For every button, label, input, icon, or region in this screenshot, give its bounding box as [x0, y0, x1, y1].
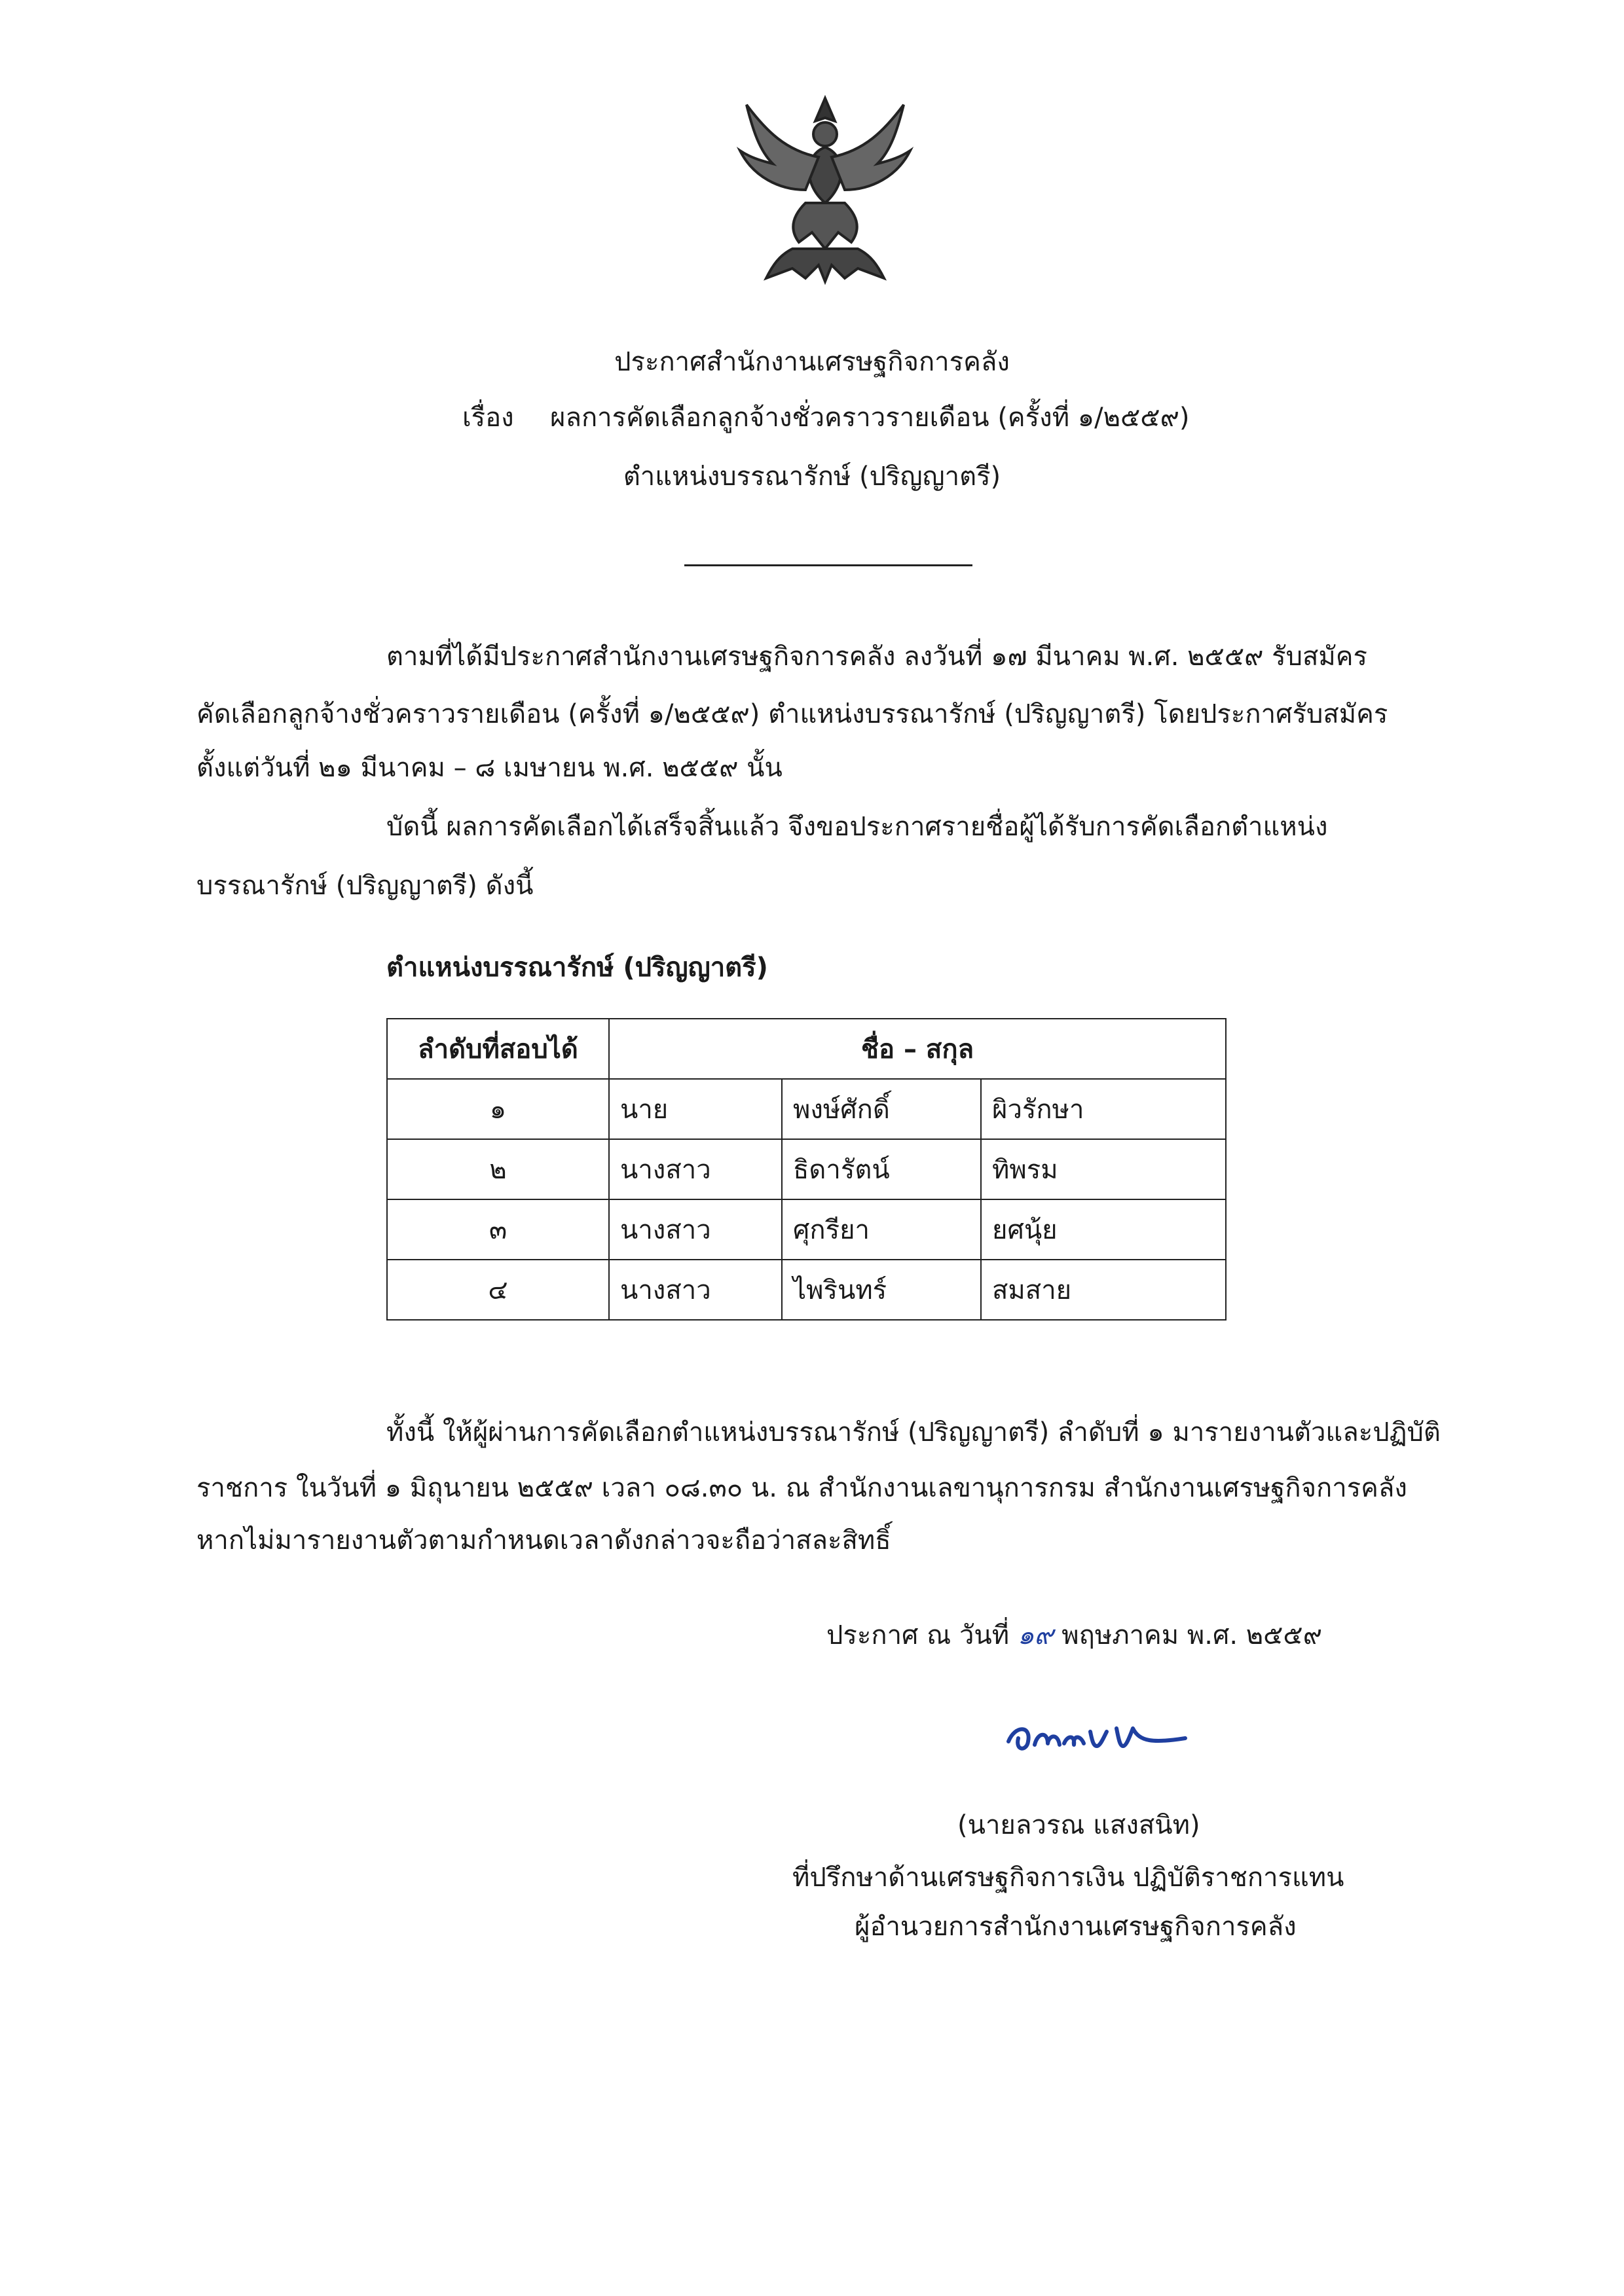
para2-line1: บัดนี้ ผลการคัดเลือกได้เสร็จสิ้นแล้ว จึงขอประกาศรายชื่อผู้ได้รับการคัดเลือกตำแหน่ง	[386, 812, 1328, 842]
table-row	[387, 1139, 1226, 1199]
table-header-row	[387, 1019, 1226, 1079]
announce-month-year: พฤษภาคม พ.ศ. ๒๕๕๙	[1061, 1620, 1322, 1650]
position-title: ตำแหน่งบรรณารักษ์ (ปริญญาตรี)	[623, 462, 1001, 492]
title-cell: นางสาว	[609, 1139, 782, 1199]
para2-line2: บรรณารักษ์ (ปริญญาตรี) ดังนี้	[196, 871, 534, 901]
header-rank: ลำดับที่สอบได้	[387, 1019, 609, 1079]
rank-cell: ๑	[387, 1079, 609, 1139]
title-cell: นาย	[609, 1079, 782, 1139]
para3-line1: ทั้งนี้ ให้ผู้ผ่านการคัดเลือกตำแหน่งบรรณารักษ์ (ปริญญาตรี) ลำดับที่ ๑ มารายงานตัวและปฏิบัติ	[386, 1417, 1441, 1448]
table-row	[387, 1260, 1226, 1320]
rank-cell: ๒	[387, 1139, 609, 1199]
announce-day: ๑๙	[1017, 1620, 1054, 1650]
last-name-cell: สมสาย	[981, 1260, 1226, 1320]
last-name-cell: ยศนุ้ย	[981, 1199, 1226, 1260]
first-name-cell: พงษ์ศักดิ์	[782, 1079, 981, 1139]
handwritten-signature-icon	[1002, 1705, 1192, 1764]
garuda-emblem-icon	[727, 92, 923, 288]
table-heading: ตำแหน่งบรรณารักษ์ (ปริญญาตรี)	[386, 953, 768, 983]
document-title: ประกาศสำนักงานเศรษฐกิจการคลัง	[614, 347, 1010, 377]
para3-line3: หากไม่มารายงานตัวตามกำหนดเวลาดังกล่าวจะถือว่าสละสิทธิ์	[196, 1525, 891, 1556]
para1-line2: คัดเลือกลูกจ้างชั่วคราวรายเดือน (ครั้งที่ ๑/๒๕๕๙) ตำแหน่งบรรณารักษ์ (ปริญญาตรี) โดยประกาศรับสมัคร	[196, 699, 1388, 729]
first-name-cell: ธิดารัตน์	[782, 1139, 981, 1199]
rank-cell: ๔	[387, 1260, 609, 1320]
para3-line2: ราชการ ในวันที่ ๑ มิถุนายน ๒๕๕๙ เวลา ๐๘.๓๐ น. ณ สำนักงานเลขานุการกรม สำนักงานเศรษฐกิจการคลัง	[196, 1473, 1407, 1503]
last-name-cell: ทิพรม	[981, 1139, 1226, 1199]
para1-line3: ตั้งแต่วันที่ ๒๑ มีนาคม – ๘ เมษายน พ.ศ. ๒๕๕๙ นั้น	[196, 753, 783, 783]
subject-label: เรื่อง	[462, 403, 514, 433]
header-name: ชื่อ – สกุล	[609, 1019, 1226, 1079]
first-name-cell: ศุกรียา	[782, 1199, 981, 1260]
subject-text: ผลการคัดเลือกลูกจ้างชั่วคราวรายเดือน (ครั้งที่ ๑/๒๕๕๙)	[550, 403, 1190, 433]
announce-line	[826, 1617, 1322, 1654]
signer-title1: ที่ปรึกษาด้านเศรษฐกิจการเงิน ปฏิบัติราชการแทน	[792, 1863, 1344, 1893]
para1-line1: ตามที่ได้มีประกาศสำนักงานเศรษฐกิจการคลัง ลงวันที่ ๑๗ มีนาคม พ.ศ. ๒๕๕๙ รับสมัคร	[386, 642, 1368, 672]
title-cell: นางสาว	[609, 1260, 782, 1320]
last-name-cell: ผิวรักษา	[981, 1079, 1226, 1139]
header-divider	[684, 564, 972, 566]
signer-name: (นายลวรณ แสงสนิท)	[957, 1810, 1200, 1840]
results-table	[386, 1018, 1227, 1321]
rank-cell: ๓	[387, 1199, 609, 1260]
title-cell: นางสาว	[609, 1199, 782, 1260]
first-name-cell: ไพรินทร์	[782, 1260, 981, 1320]
table-row	[387, 1079, 1226, 1139]
announce-prefix: ประกาศ ณ วันที่	[826, 1620, 1010, 1650]
signer-title2: ผู้อำนวยการสำนักงานเศรษฐกิจการคลัง	[855, 1912, 1297, 1942]
table-row	[387, 1199, 1226, 1260]
